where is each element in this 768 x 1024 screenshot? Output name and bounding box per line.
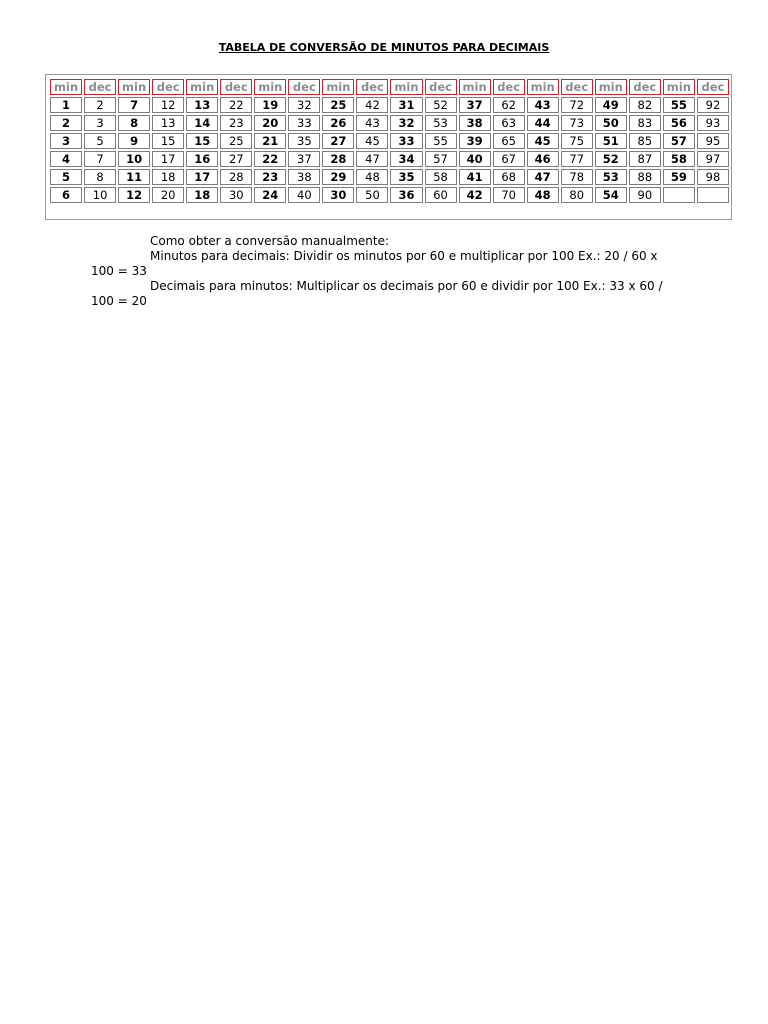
decimal-cell: 50 bbox=[356, 187, 388, 203]
decimal-cell: 15 bbox=[152, 133, 184, 149]
minutes-cell: 28 bbox=[322, 151, 354, 167]
notes-decimals-to-minutes: Decimais para minutos: Multiplicar os decimais por 60 e dividir por 100 Ex.: 33 x 60 / bbox=[150, 279, 663, 293]
decimal-cell: 87 bbox=[629, 151, 661, 167]
decimal-cell: 70 bbox=[493, 187, 525, 203]
decimal-cell: 78 bbox=[561, 169, 593, 185]
column-header-min: min bbox=[459, 79, 491, 95]
minutes-cell: 11 bbox=[118, 169, 150, 185]
decimal-cell: 98 bbox=[697, 169, 729, 185]
minutes-cell: 49 bbox=[595, 97, 627, 113]
decimal-cell: 18 bbox=[152, 169, 184, 185]
minutes-cell: 44 bbox=[527, 115, 559, 131]
column-header-dec: dec bbox=[425, 79, 457, 95]
conversion-table-frame bbox=[45, 74, 732, 220]
minutes-cell: 59 bbox=[663, 169, 695, 185]
decimal-cell: 48 bbox=[356, 169, 388, 185]
minutes-cell: 30 bbox=[322, 187, 354, 203]
minutes-cell: 26 bbox=[322, 115, 354, 131]
minutes-cell: 43 bbox=[527, 97, 559, 113]
minutes-cell: 46 bbox=[527, 151, 559, 167]
minutes-cell: 27 bbox=[322, 133, 354, 149]
table-header-row bbox=[50, 79, 729, 95]
decimal-cell: 57 bbox=[425, 151, 457, 167]
decimal-cell: 53 bbox=[425, 115, 457, 131]
conversion-notes bbox=[91, 234, 721, 309]
column-header-dec: dec bbox=[697, 79, 729, 95]
decimal-cell: 5 bbox=[84, 133, 116, 149]
minutes-cell: 10 bbox=[118, 151, 150, 167]
document-title: TABELA DE CONVERSÃO DE MINUTOS PARA DECIMAIS bbox=[218, 41, 550, 54]
decimal-cell: 93 bbox=[697, 115, 729, 131]
minutes-cell: 57 bbox=[663, 133, 695, 149]
decimal-cell: 58 bbox=[425, 169, 457, 185]
decimal-cell: 28 bbox=[220, 169, 252, 185]
minutes-cell: 9 bbox=[118, 133, 150, 149]
decimal-cell: 92 bbox=[697, 97, 729, 113]
table-row bbox=[50, 187, 729, 203]
column-header-dec: dec bbox=[152, 79, 184, 95]
decimal-cell: 20 bbox=[152, 187, 184, 203]
column-header-min: min bbox=[118, 79, 150, 95]
minutes-cell: 56 bbox=[663, 115, 695, 131]
minutes-cell: 51 bbox=[595, 133, 627, 149]
minutes-cell: 45 bbox=[527, 133, 559, 149]
column-header-min: min bbox=[254, 79, 286, 95]
minutes-cell: 13 bbox=[186, 97, 218, 113]
decimal-cell: 12 bbox=[152, 97, 184, 113]
decimal-cell: 67 bbox=[493, 151, 525, 167]
minutes-cell: 1 bbox=[50, 97, 82, 113]
decimal-cell: 68 bbox=[493, 169, 525, 185]
minutes-cell: 47 bbox=[527, 169, 559, 185]
minutes-cell: 52 bbox=[595, 151, 627, 167]
decimal-cell: 52 bbox=[425, 97, 457, 113]
decimal-cell: 10 bbox=[84, 187, 116, 203]
decimal-cell: 85 bbox=[629, 133, 661, 149]
minutes-cell: 24 bbox=[254, 187, 286, 203]
column-header-dec: dec bbox=[84, 79, 116, 95]
decimal-cell: 37 bbox=[288, 151, 320, 167]
minutes-cell: 2 bbox=[50, 115, 82, 131]
decimal-cell: 47 bbox=[356, 151, 388, 167]
decimal-cell: 45 bbox=[356, 133, 388, 149]
minutes-cell: 40 bbox=[459, 151, 491, 167]
column-header-dec: dec bbox=[493, 79, 525, 95]
decimal-cell: 80 bbox=[561, 187, 593, 203]
minutes-cell: 21 bbox=[254, 133, 286, 149]
minutes-cell: 4 bbox=[50, 151, 82, 167]
minutes-cell: 36 bbox=[390, 187, 422, 203]
notes-minutes-to-decimals: Minutos para decimais: Dividir os minutos por 60 e multiplicar por 100 Ex.: 20 / 60 x bbox=[150, 249, 658, 263]
minutes-cell: 12 bbox=[118, 187, 150, 203]
minutes-cell: 25 bbox=[322, 97, 354, 113]
minutes-cell: 41 bbox=[459, 169, 491, 185]
column-header-min: min bbox=[663, 79, 695, 95]
decimal-cell: 90 bbox=[629, 187, 661, 203]
minutes-cell: 33 bbox=[390, 133, 422, 149]
decimal-cell: 27 bbox=[220, 151, 252, 167]
decimal-cell: 72 bbox=[561, 97, 593, 113]
table-body bbox=[50, 97, 729, 203]
minutes-cell: 55 bbox=[663, 97, 695, 113]
decimal-cell: 65 bbox=[493, 133, 525, 149]
conversion-table bbox=[48, 77, 731, 205]
decimal-cell: 63 bbox=[493, 115, 525, 131]
decimal-cell: 73 bbox=[561, 115, 593, 131]
decimal-cell: 17 bbox=[152, 151, 184, 167]
decimal-cell: 77 bbox=[561, 151, 593, 167]
decimal-cell: 43 bbox=[356, 115, 388, 131]
minutes-cell: 18 bbox=[186, 187, 218, 203]
table-row bbox=[50, 133, 729, 149]
minutes-cell: 29 bbox=[322, 169, 354, 185]
decimal-cell: 35 bbox=[288, 133, 320, 149]
decimal-cell: 33 bbox=[288, 115, 320, 131]
column-header-min: min bbox=[390, 79, 422, 95]
minutes-cell: 15 bbox=[186, 133, 218, 149]
column-header-dec: dec bbox=[356, 79, 388, 95]
decimal-cell: 60 bbox=[425, 187, 457, 203]
minutes-cell: 20 bbox=[254, 115, 286, 131]
minutes-cell: 22 bbox=[254, 151, 286, 167]
decimal-cell: 2 bbox=[84, 97, 116, 113]
minutes-cell: 6 bbox=[50, 187, 82, 203]
minutes-cell: 50 bbox=[595, 115, 627, 131]
column-header-min: min bbox=[322, 79, 354, 95]
minutes-cell: 39 bbox=[459, 133, 491, 149]
minutes-cell: 32 bbox=[390, 115, 422, 131]
minutes-cell: 5 bbox=[50, 169, 82, 185]
minutes-cell: 7 bbox=[118, 97, 150, 113]
table-row bbox=[50, 97, 729, 113]
decimal-cell: 38 bbox=[288, 169, 320, 185]
column-header-dec: dec bbox=[629, 79, 661, 95]
decimal-cell: 40 bbox=[288, 187, 320, 203]
decimal-cell: 30 bbox=[220, 187, 252, 203]
column-header-min: min bbox=[527, 79, 559, 95]
decimal-cell: 25 bbox=[220, 133, 252, 149]
decimal-cell: 23 bbox=[220, 115, 252, 131]
minutes-cell: 16 bbox=[186, 151, 218, 167]
minutes-cell: 31 bbox=[390, 97, 422, 113]
notes-heading: Como obter a conversão manualmente: bbox=[150, 234, 390, 248]
minutes-cell: 37 bbox=[459, 97, 491, 113]
column-header-dec: dec bbox=[561, 79, 593, 95]
decimal-cell: 13 bbox=[152, 115, 184, 131]
minutes-cell: 54 bbox=[595, 187, 627, 203]
minutes-cell: 23 bbox=[254, 169, 286, 185]
column-header-dec: dec bbox=[288, 79, 320, 95]
notes-minutes-to-decimals-continued: 100 = 33 bbox=[91, 264, 147, 278]
decimal-cell: 8 bbox=[84, 169, 116, 185]
decimal-cell: 75 bbox=[561, 133, 593, 149]
table-row bbox=[50, 115, 729, 131]
column-header-min: min bbox=[186, 79, 218, 95]
decimal-cell: 55 bbox=[425, 133, 457, 149]
decimal-cell: 83 bbox=[629, 115, 661, 131]
minutes-cell: 3 bbox=[50, 133, 82, 149]
minutes-cell: 38 bbox=[459, 115, 491, 131]
table-row bbox=[50, 151, 729, 167]
minutes-cell: 42 bbox=[459, 187, 491, 203]
minutes-cell: 8 bbox=[118, 115, 150, 131]
decimal-cell: 62 bbox=[493, 97, 525, 113]
decimal-cell: 97 bbox=[697, 151, 729, 167]
minutes-cell: 14 bbox=[186, 115, 218, 131]
minutes-cell bbox=[663, 187, 695, 203]
notes-decimals-to-minutes-continued: 100 = 20 bbox=[91, 294, 147, 308]
decimal-cell: 3 bbox=[84, 115, 116, 131]
decimal-cell: 42 bbox=[356, 97, 388, 113]
decimal-cell: 7 bbox=[84, 151, 116, 167]
column-header-min: min bbox=[50, 79, 82, 95]
minutes-cell: 48 bbox=[527, 187, 559, 203]
minutes-cell: 58 bbox=[663, 151, 695, 167]
column-header-min: min bbox=[595, 79, 627, 95]
minutes-cell: 53 bbox=[595, 169, 627, 185]
minutes-cell: 34 bbox=[390, 151, 422, 167]
column-header-dec: dec bbox=[220, 79, 252, 95]
decimal-cell bbox=[697, 187, 729, 203]
decimal-cell: 22 bbox=[220, 97, 252, 113]
decimal-cell: 32 bbox=[288, 97, 320, 113]
minutes-cell: 35 bbox=[390, 169, 422, 185]
minutes-cell: 17 bbox=[186, 169, 218, 185]
table-row bbox=[50, 169, 729, 185]
decimal-cell: 82 bbox=[629, 97, 661, 113]
decimal-cell: 95 bbox=[697, 133, 729, 149]
decimal-cell: 88 bbox=[629, 169, 661, 185]
minutes-cell: 19 bbox=[254, 97, 286, 113]
